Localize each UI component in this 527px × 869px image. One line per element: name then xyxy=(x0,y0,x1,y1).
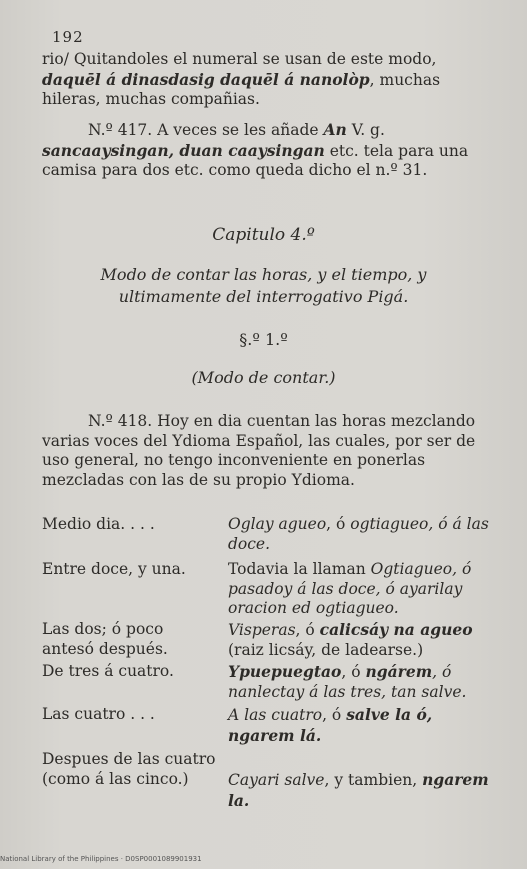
entry-5-r2: , y tambien, xyxy=(324,771,423,789)
entry-4-r4: ó, ngarem lá. xyxy=(228,705,433,745)
paragraph-418 xyxy=(42,412,497,490)
entry-left-2: Las dos; ó poco antesó después. xyxy=(42,620,168,658)
para-418-text: Hoy en dia cuentan las horas mezclando varias voces del Ydioma Español, las cuales, por ser de uso general, no tengo inconveniente en ponerlas mezcladas con las de su propio Ydioma. xyxy=(42,412,476,489)
entry-1-r2: Todavia la llaman xyxy=(228,560,371,578)
entry-left-3: De tres á cuatro. xyxy=(42,662,174,680)
para-418-number: N.º 418. xyxy=(88,412,153,430)
entry-right-5 xyxy=(228,770,498,811)
para-417-text3: etc. tela para una camisa para dos etc. como queda dicho el n.º 31. xyxy=(42,141,469,179)
section-mark: §.º 1.º xyxy=(239,330,288,349)
page-number: 192 xyxy=(52,28,84,46)
entry-left-4: Las cuatro . . . xyxy=(42,705,155,723)
paragraph-417 xyxy=(42,120,497,181)
entry-0-r1: Oglay agueo xyxy=(228,515,327,533)
para-top-italic: daquēl á dinasdasig daquēl á nanolòp xyxy=(42,69,370,89)
chapter-subtitle-2: ultimamente del interrogativo Pigá. xyxy=(118,287,409,306)
para-417-text1: A veces se les añade xyxy=(152,121,324,139)
entry-right-3 xyxy=(228,662,498,702)
entry-left-5: Despues de las cuatro (como á las cinco.) xyxy=(42,750,216,788)
entry-right-2 xyxy=(228,620,498,660)
entry-0-r3: ogtiagueo, ó á las doce. xyxy=(228,515,489,553)
entry-left-0: Medio dia. . . . xyxy=(42,515,155,533)
entry-2-r3: calicsáy na agueo xyxy=(319,620,473,639)
entry-0-r2: , ó xyxy=(326,515,351,533)
entry-5-r1: Cayari salve xyxy=(228,771,325,789)
paragraph-top xyxy=(42,50,497,110)
entry-right-0 xyxy=(228,515,498,554)
entry-2-r1: Visperas xyxy=(228,621,296,639)
entry-2-r2: , ó xyxy=(295,621,320,639)
entry-1-r3: Ogtiagueo, ó pasadoy á las doce, ó ayarilay oracion ed ogtiagueo. xyxy=(228,560,472,617)
entry-5-r3: ngarem la. xyxy=(228,770,489,810)
entry-right-4 xyxy=(228,705,498,746)
entry-3-r4: , ó nanlectay á las tres, tan salve. xyxy=(228,663,467,701)
para-417-text2: V. g. xyxy=(346,121,385,139)
para-417-italic2: sancaaysingan, duan caaysingan xyxy=(42,140,325,160)
entry-4-r1: A las cuatro xyxy=(228,706,323,724)
para-top-text1: rio/ Quitandoles el numeral se usan de este modo, xyxy=(42,50,437,68)
chapter-title: Capitulo 4.º xyxy=(212,225,315,245)
entry-3-r2: , ó xyxy=(341,663,366,681)
section-title: (Modo de contar.) xyxy=(191,368,336,387)
entry-4-r2: , ó xyxy=(322,706,347,724)
para-417-italic1: An xyxy=(323,120,347,139)
entry-3-r3: ngárem xyxy=(365,662,433,681)
entry-left-1: Entre doce, y una. xyxy=(42,560,186,578)
chapter-subtitle-1: Modo de contar las horas, y el tiempo, y xyxy=(100,265,427,284)
entry-2-r4: (raiz licsáy, de ladearse.) xyxy=(228,640,424,659)
entry-right-1 xyxy=(228,560,498,619)
entry-4-r3: salve la xyxy=(346,705,412,724)
library-footer: National Library of the Philippines · D0SP0001089901931 xyxy=(0,855,202,863)
para-top-text2: , muchas hileras, muchas compañias. xyxy=(42,70,441,108)
entry-3-r1: Ypuepuegtao xyxy=(228,662,342,681)
para-417-number: N.º 417. xyxy=(88,121,153,139)
